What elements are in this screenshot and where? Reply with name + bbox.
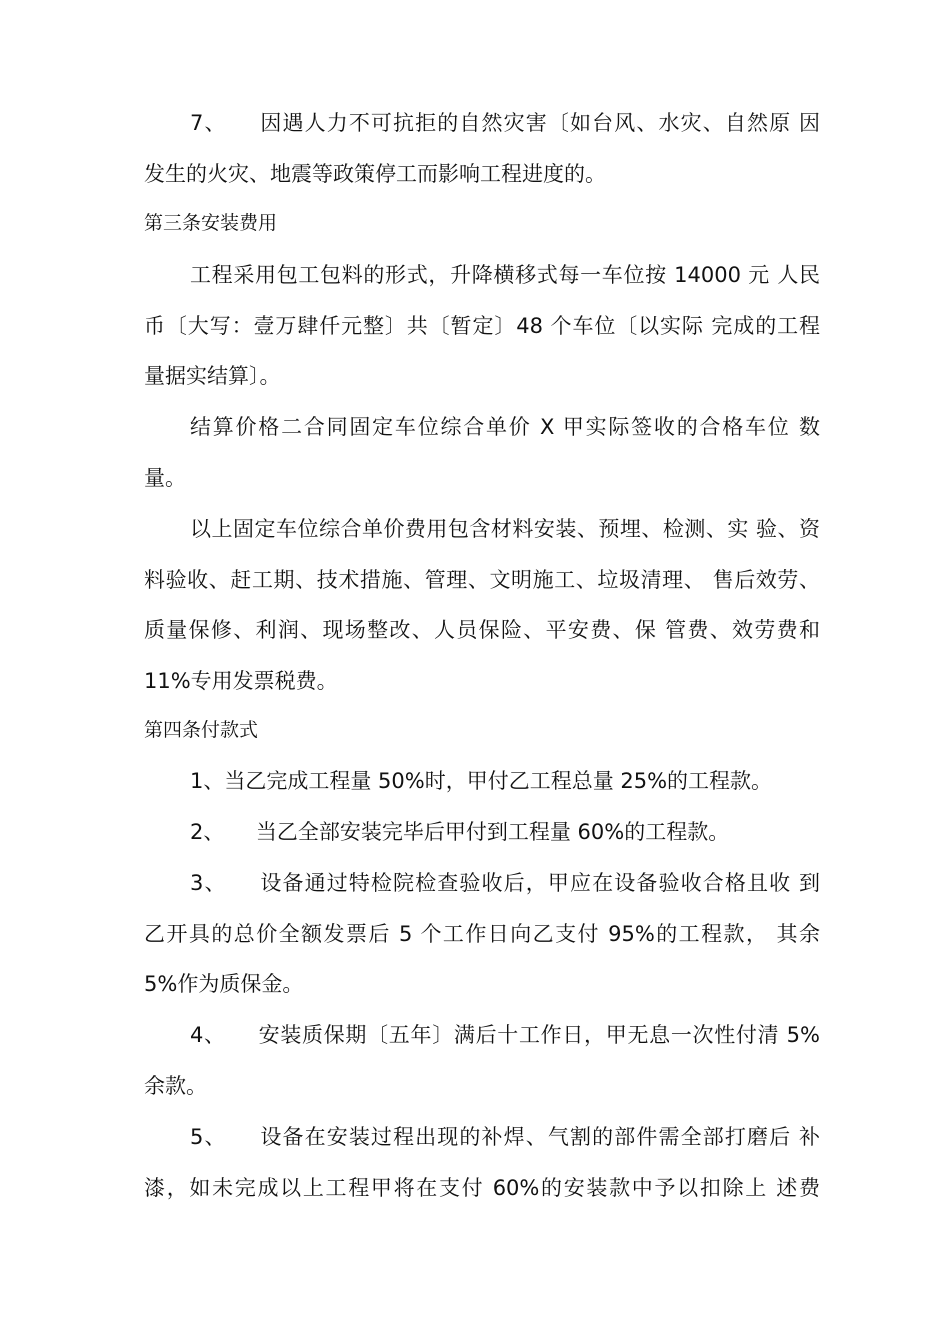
payment-item-3-line-1: 3、 设备通过特检院检查验收后，甲应在设备验收合格且收 到 xyxy=(190,871,820,895)
payment-item-4-line-1: 4、 安装质保期〔五年〕满后十工作日，甲无息一次性付清 5% xyxy=(190,1023,820,1047)
payment-item-2: 2、 当乙全部安装完毕后甲付到工程量 60%的工程款。 xyxy=(190,820,730,844)
payment-item-4-line-2: 余款。 xyxy=(144,1074,207,1098)
inclusion-line-3: 质量保修、利润、现场整改、人员保险、平安费、保 管费、效劳费和 xyxy=(144,618,820,642)
inclusion-line-2: 料验收、赶工期、技术措施、管理、文明施工、垃圾清理、 售后效劳、 xyxy=(144,568,820,592)
fee-paragraph-line-2: 币〔大写：壹万肆仟元整〕共〔暂定〕48 个车位〔以实际 完成的工程 xyxy=(144,314,820,338)
settlement-line-2: 量。 xyxy=(144,466,186,490)
fee-paragraph-line-1: 工程采用包工包料的形式，升降横移式每一车位按 14000 元 人民 xyxy=(190,263,820,287)
inclusion-line-4: 11%专用发票税费。 xyxy=(144,669,338,693)
payment-item-1: 1、当乙完成工程量 50%时，甲付乙工程总量 25%的工程款。 xyxy=(190,769,773,793)
payment-item-3-line-3: 5%作为质保金。 xyxy=(144,972,304,996)
section-heading-payment: 第四条付款式 xyxy=(144,719,259,741)
clause-7-line-2: 发生的火灾、地震等政策停工而影响工程进度的。 xyxy=(144,162,606,186)
section-heading-installation-fee: 第三条安装费用 xyxy=(144,212,278,234)
payment-item-3-line-2: 乙开具的总价全额发票后 5 个工作日向乙支付 95%的工程款， 其余 xyxy=(144,922,820,946)
clause-7-line-1: 7、 因遇人力不可抗拒的自然灾害〔如台风、水灾、自然原 因 xyxy=(190,111,820,135)
payment-item-5-line-2: 漆，如未完成以上工程甲将在支付 60%的安装款中予以扣除上 述费 xyxy=(144,1176,820,1200)
inclusion-line-1: 以上固定车位综合单价费用包含材料安装、预埋、检测、实 验、资 xyxy=(190,517,820,541)
fee-paragraph-line-3: 量据实结算〕。 xyxy=(144,364,281,388)
payment-item-5-line-1: 5、 设备在安装过程出现的补焊、气割的部件需全部打磨后 补 xyxy=(190,1125,820,1149)
settlement-line-1: 结算价格二合同固定车位综合单价 X 甲实际签收的合格车位 数 xyxy=(190,415,820,439)
